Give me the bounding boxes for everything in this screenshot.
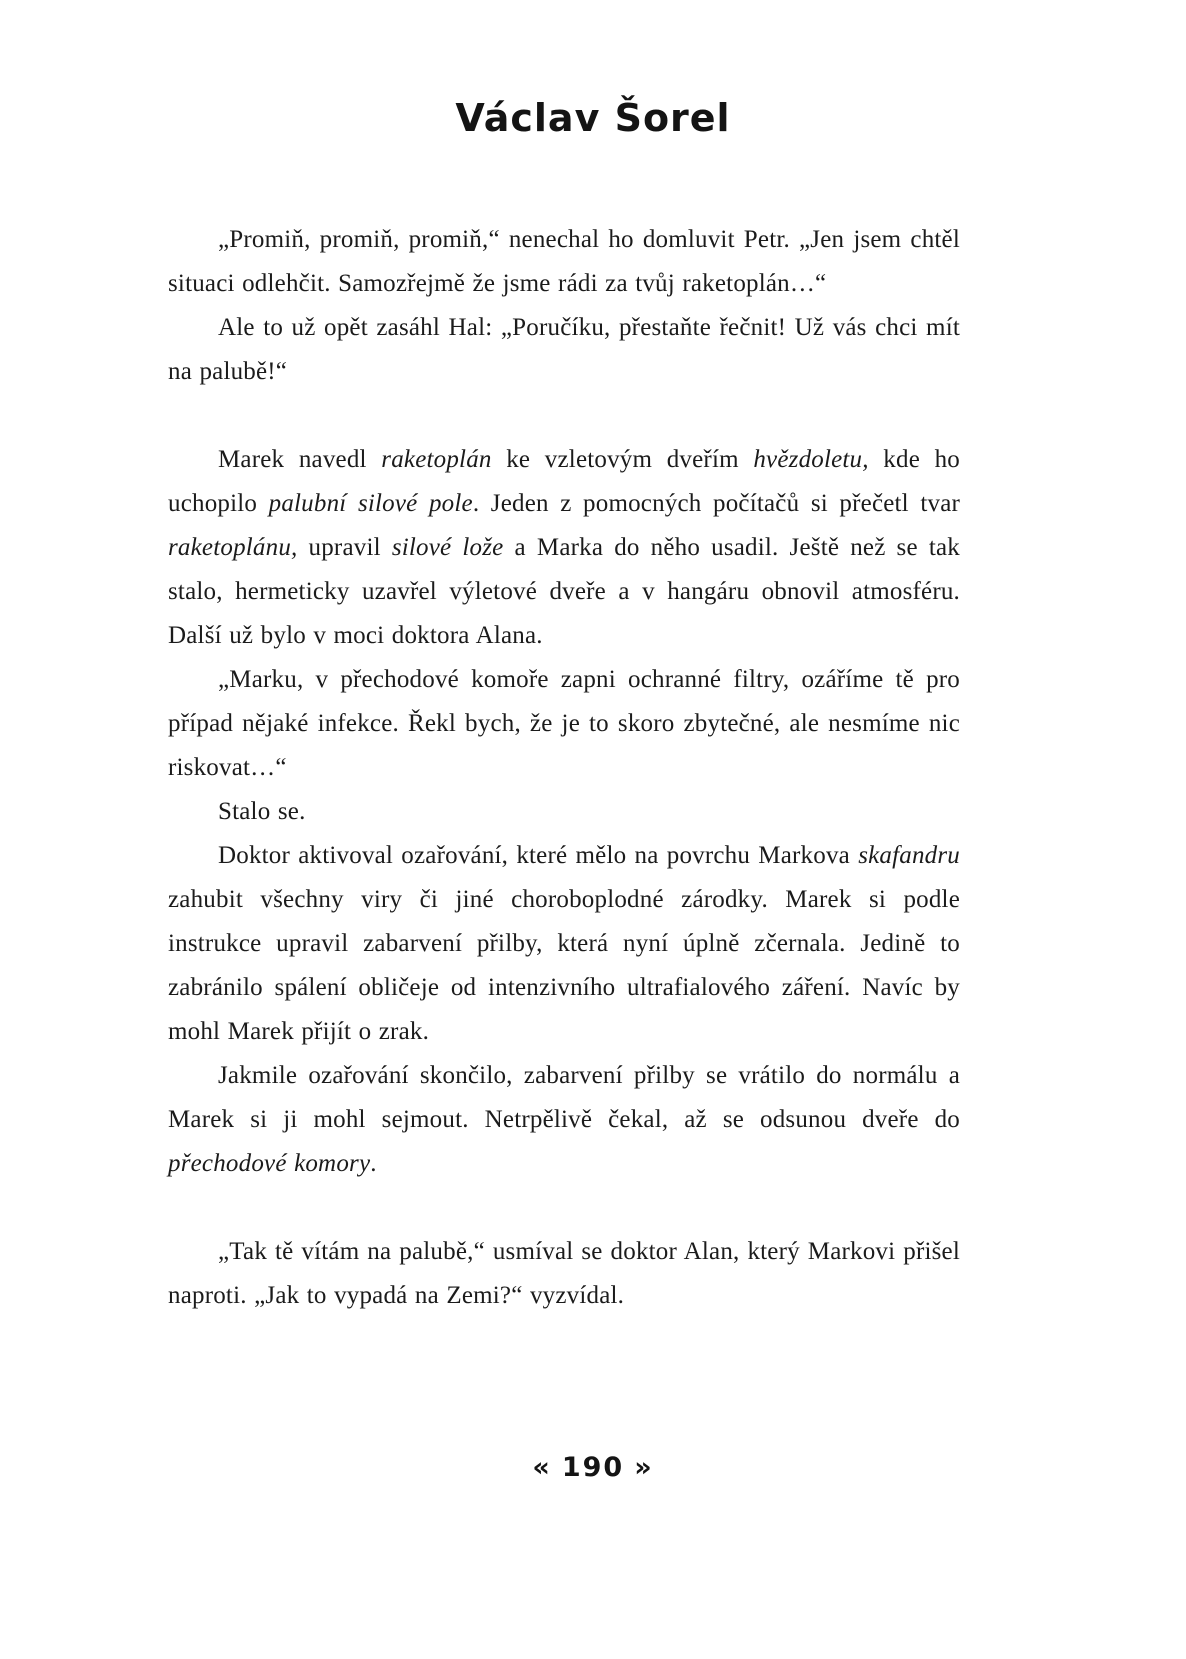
paragraph xyxy=(168,438,960,658)
paragraph xyxy=(168,658,960,790)
page-header-author: Václav Šorel xyxy=(455,96,731,140)
text-run: raketoplán xyxy=(381,446,492,473)
text-run: „Promiň, promiň, promiň,“ nenechal ho domluvit Petr. „Jen jsem chtěl situaci odlehčit. Samozřejmě že jsme rádi za tvůj raketoplán…“ xyxy=(168,226,960,297)
text-run: silové lože xyxy=(391,534,504,561)
text-run: „Marku, v přechodové komoře zapni ochranné filtry, ozáříme tě pro případ nějaké infekce. Řekl bych, že je to skoro zbytečné, ale nesmíme nic riskovat…“ xyxy=(168,666,960,781)
text-run: ke vzletovým dveřím xyxy=(491,446,754,473)
text-run: přechodové komory xyxy=(168,1150,371,1177)
text-run: kde ho uchopilo xyxy=(168,446,960,517)
paragraph xyxy=(168,306,960,394)
text-run: raketoplánu, xyxy=(168,534,298,561)
page-number-value: 190 xyxy=(561,1452,625,1483)
text-run: a Marka do něho usadil. Ještě než se tak stalo, hermeticky uzavřel výletové dveře a v hangáru obnovil atmosféru. Další už bylo v moci doktora Alana. xyxy=(168,534,960,649)
text-run: . xyxy=(370,1150,377,1177)
text-run: Stalo se. xyxy=(218,798,306,825)
paragraph xyxy=(168,834,960,1054)
text-run: skafandru xyxy=(858,842,960,869)
page-number xyxy=(0,1452,1186,1483)
paragraph xyxy=(168,1230,960,1318)
text-run: Doktor aktivoval ozařování, které mělo na povrchu Markova xyxy=(218,842,859,869)
page-number-left-mark: « xyxy=(532,1452,552,1483)
text-run: Marek navedl xyxy=(218,446,382,473)
paragraph xyxy=(168,790,960,834)
text-run: hvězdoletu, xyxy=(753,446,869,473)
paragraph xyxy=(168,1054,960,1186)
text-run: . Jeden z pomocných počítačů si přečetl tvar xyxy=(472,490,961,517)
text-run: Ale to už opět zasáhl Hal: „Poručíku, přestaňte řečnit! Už vás chci mít na palubě!“ xyxy=(168,314,960,385)
text-run: zahubit všechny viry či jiné choroboplodné zárodky. Marek si podle instrukce upravil zabarvení přilby, která nyní úplně zčernala. Jedině to zabránilo spálení obličeje od intenzivního ultrafialového záření. Navíc by mohl Marek přijít o zrak. xyxy=(168,886,960,1045)
page-number-right-mark: » xyxy=(634,1452,654,1483)
text-run: Jakmile ozařování skončilo, zabarvení přilby se vrátilo do normálu a Marek si ji mohl sejmout. Netrpělivě čekal, až se odsunou dveře do xyxy=(168,1062,960,1133)
text-run: palubní silové pole xyxy=(268,490,473,517)
paragraph xyxy=(168,218,960,306)
body-text xyxy=(168,218,960,1318)
text-run: upravil xyxy=(297,534,392,561)
text-run: „Tak tě vítám na palubě,“ usmíval se doktor Alan, který Markovi přišel naproti. „Jak to vypadá na Zemi?“ vyzvídal. xyxy=(168,1238,960,1309)
